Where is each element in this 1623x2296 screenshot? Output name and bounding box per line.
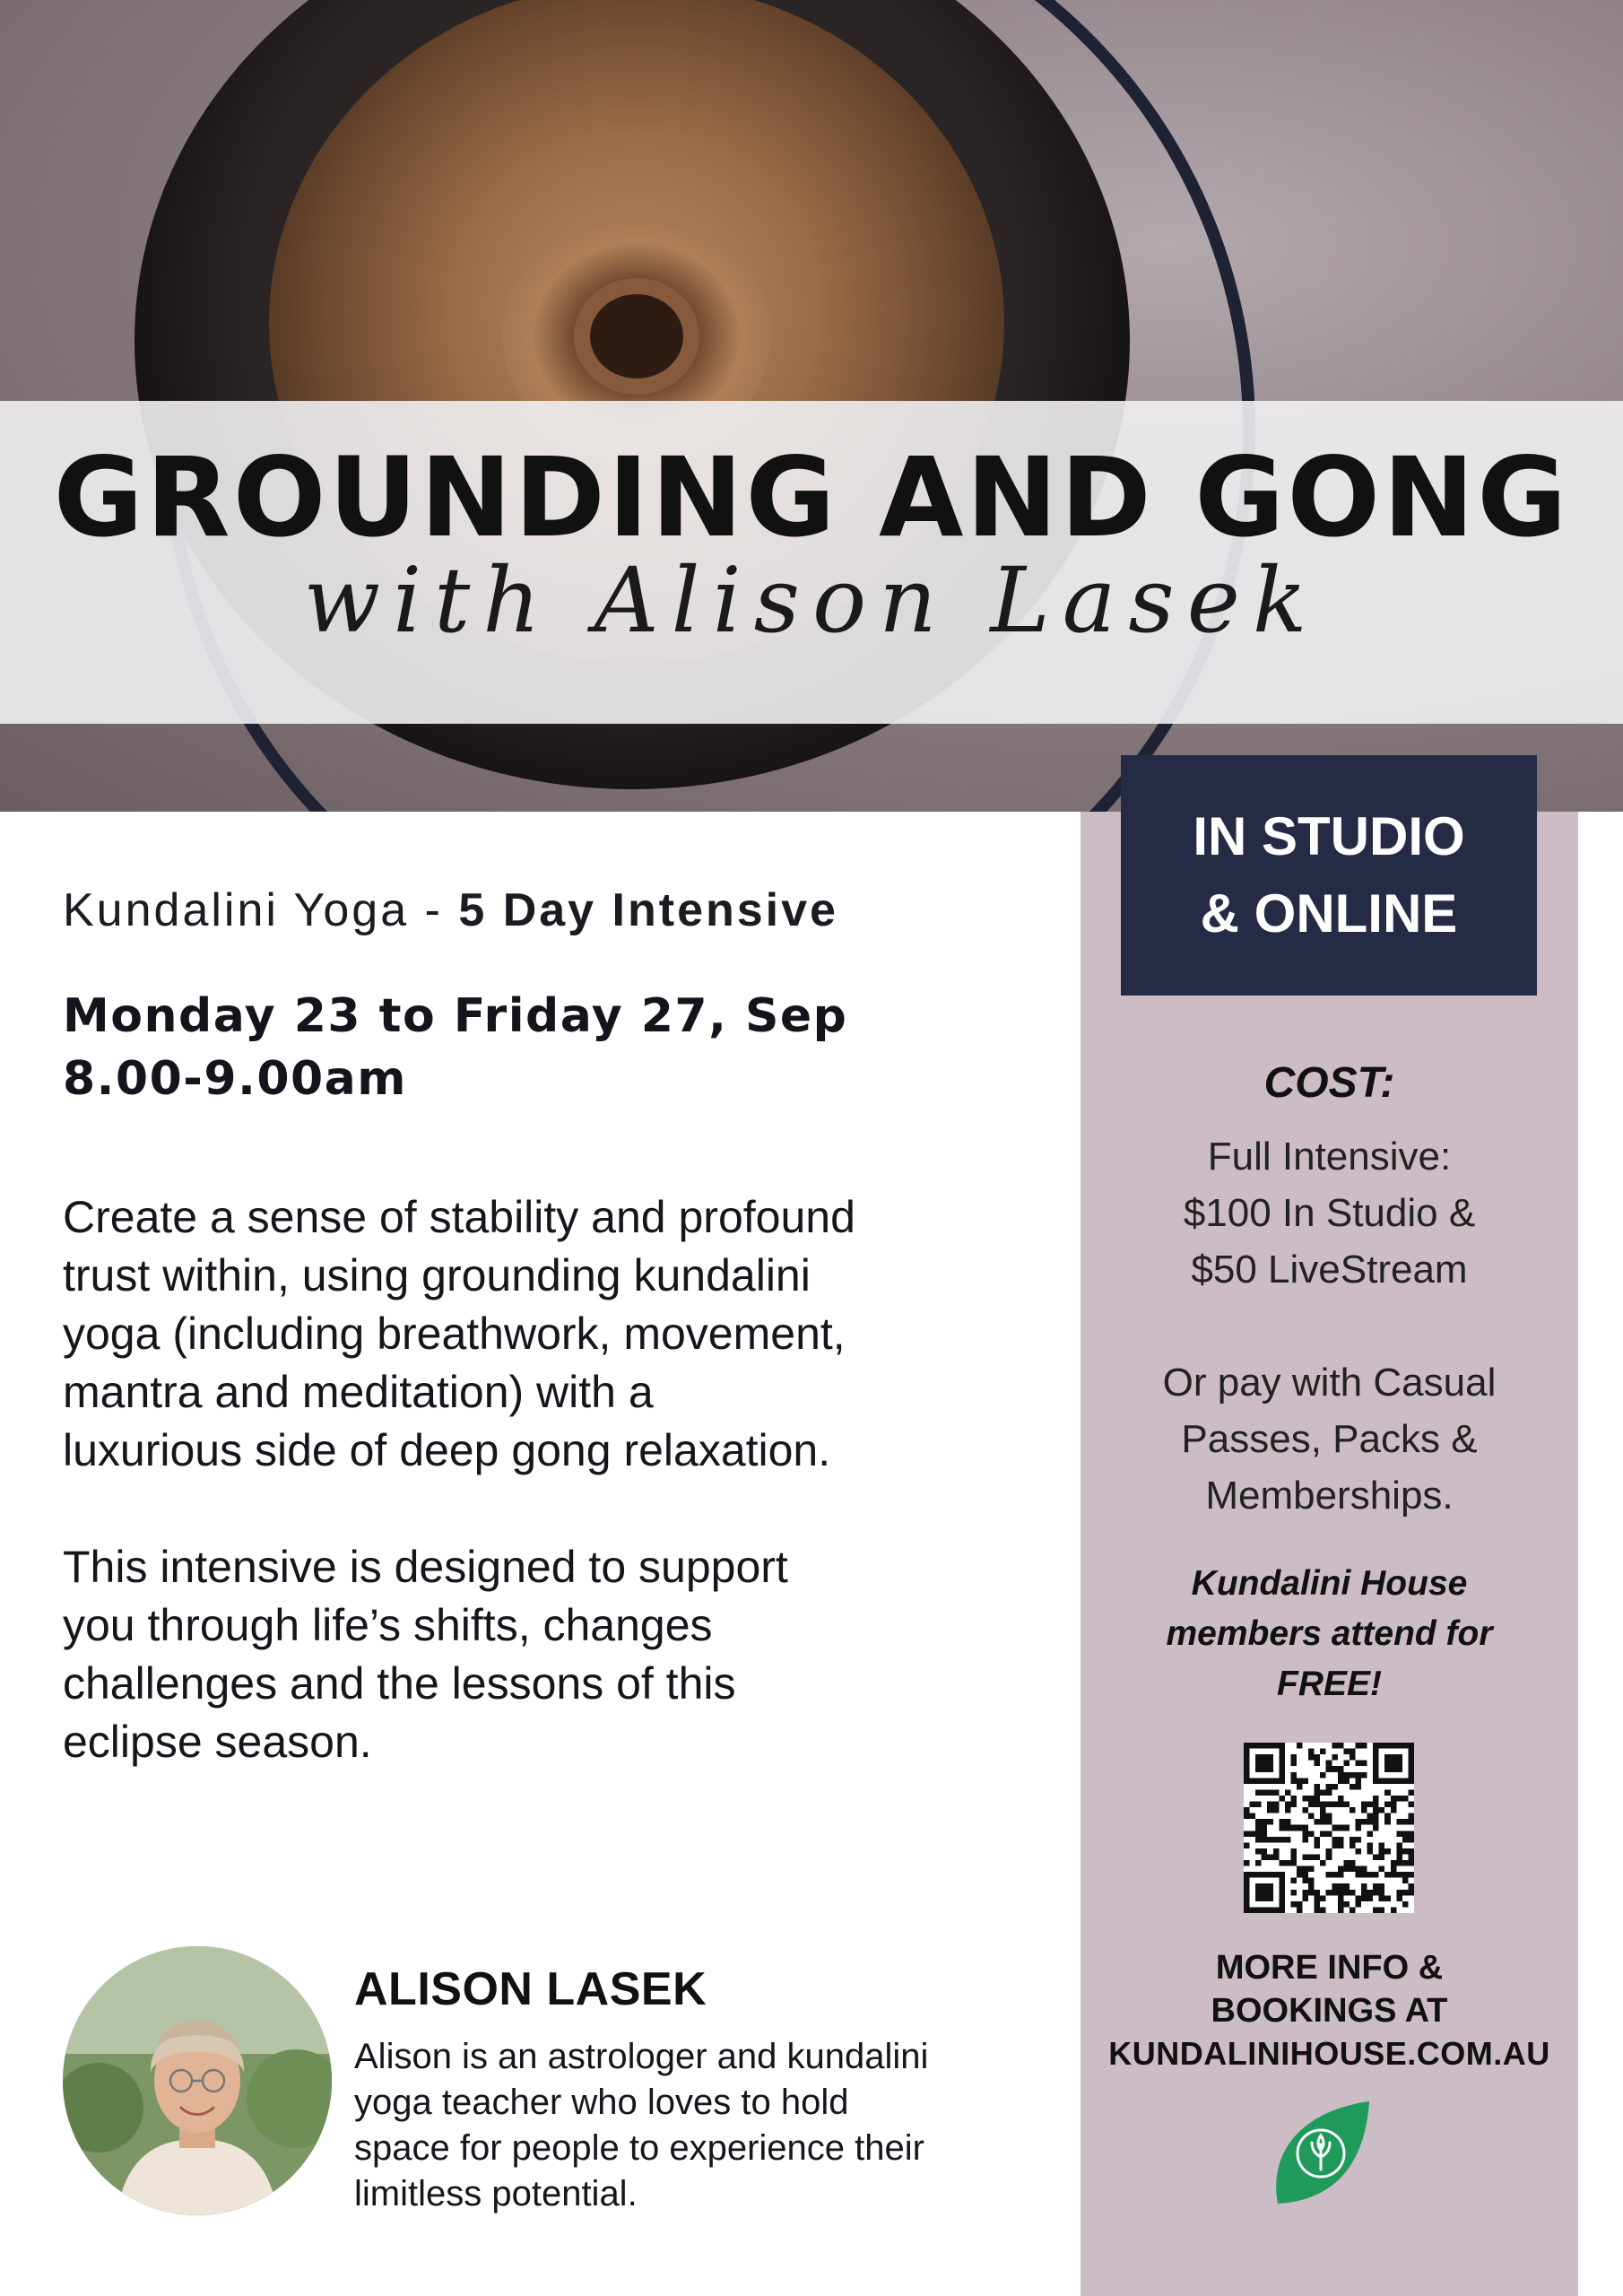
page-title: GROUNDING AND GONG	[53, 434, 1570, 561]
badge-line-2: & ONLINE	[1200, 883, 1458, 944]
teacher-name: ALISON LASEK	[354, 1963, 707, 2015]
description-line: yoga (including breathwork, movement,	[63, 1309, 846, 1359]
members-line: Kundalini House	[1191, 1564, 1468, 1603]
cost-line: $100 In Studio &	[1183, 1191, 1476, 1235]
description-line: This intensive is designed to support	[63, 1542, 788, 1592]
members-line: members attend for	[1166, 1614, 1493, 1653]
teacher-bio	[354, 2034, 928, 2217]
gong-center	[574, 278, 699, 395]
schedule	[63, 985, 847, 1110]
bio-line: limitless potential.	[354, 2174, 638, 2213]
program-name: Kundalini Yoga -	[63, 884, 459, 936]
description-line: you through life’s shifts, changes	[63, 1600, 713, 1650]
description-line: challenges and the lessons of this	[63, 1658, 736, 1709]
description-paragraph-2	[63, 1538, 1040, 1771]
cost-line: Passes, Packs &	[1181, 1417, 1478, 1461]
booking-info	[1081, 1946, 1578, 2075]
bio-line: space for people to experience their	[354, 2128, 924, 2168]
cost-label: COST:	[1263, 1059, 1395, 1107]
more-info-line-1: MORE INFO &	[1215, 1949, 1444, 1987]
members-note	[1081, 1559, 1578, 1709]
leaf-logo-icon	[1260, 2094, 1376, 2211]
schedule-time: 8.00-9.00am	[63, 1052, 407, 1106]
teacher-photo	[63, 1946, 332, 2215]
cost-line: Memberships.	[1205, 1474, 1454, 1518]
format-badge	[1121, 755, 1537, 996]
qr-code-icon[interactable]	[1244, 1743, 1414, 1913]
page-subtitle: with Alison Lasek	[303, 548, 1320, 653]
schedule-dates: Monday 23 to Friday 27, Sep	[63, 989, 848, 1043]
cost-line: Full Intensive:	[1207, 1135, 1452, 1178]
badge-line-1: IN STUDIO	[1193, 806, 1465, 866]
website-link[interactable]: KUNDALINIHOUSE.COM.AU	[1108, 2035, 1550, 2072]
cost-details	[1081, 1128, 1578, 1524]
members-line: FREE!	[1277, 1665, 1382, 1703]
cost-line	[1081, 1298, 1578, 1354]
program-highlight: 5 Day Intensive	[458, 884, 838, 936]
more-info-line-2: BOOKINGS AT	[1211, 1992, 1448, 2030]
description-line: mantra and meditation) with a	[63, 1367, 654, 1417]
cost-line: $50 LiveStream	[1191, 1248, 1468, 1292]
bio-line: yoga teacher who loves to hold	[354, 2083, 849, 2122]
description-line: luxurious side of deep gong relaxation.	[63, 1425, 831, 1475]
description-line: Create a sense of stability and profound	[63, 1192, 855, 1242]
cost-line: Or pay with Casual	[1162, 1361, 1497, 1405]
description-line: eclipse season.	[63, 1717, 372, 1767]
bio-line: Alison is an astrologer and kundalini	[354, 2037, 929, 2076]
description-line: trust within, using grounding kundalini	[63, 1250, 811, 1300]
description-paragraph-1	[63, 1188, 1040, 1480]
program-title	[63, 883, 838, 937]
